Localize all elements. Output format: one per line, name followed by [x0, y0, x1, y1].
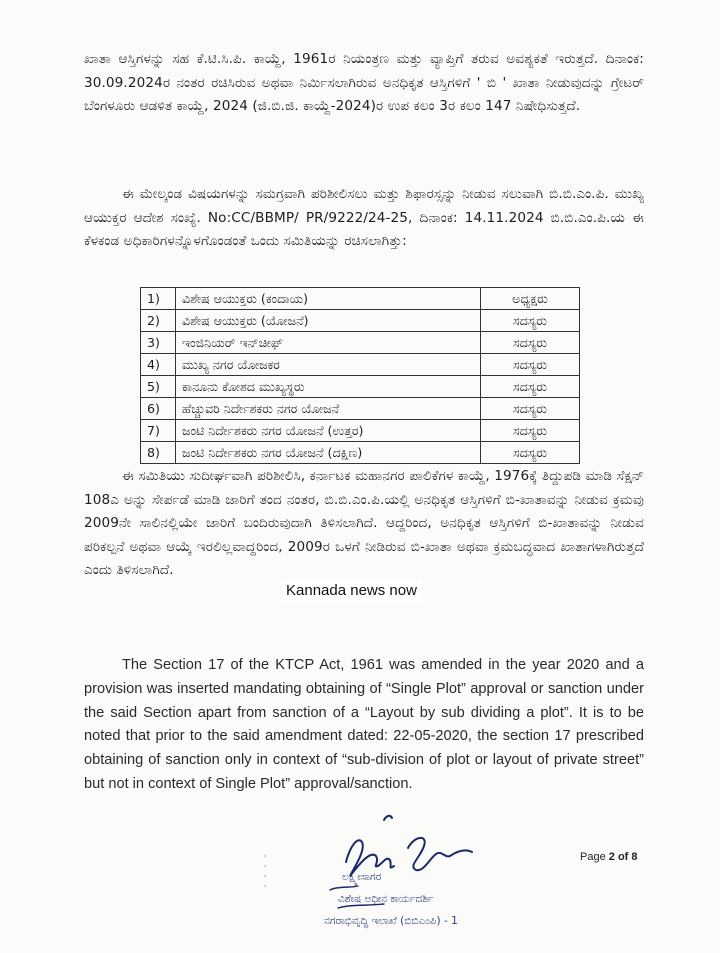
committee-number: 7) [141, 420, 176, 442]
page-current: 2 [608, 851, 615, 863]
committee-table [140, 287, 580, 464]
page-of: of [617, 851, 629, 863]
signature-line-department: ನಗರಾಭಿವೃದ್ಧಿ ಇಲಾಖೆ (ಬಿಬಿಎಂಪಿ) - 1 [324, 915, 458, 927]
paragraph-committee-findings: ಈ ಸಮಿತಿಯು ಸುದೀರ್ಘವಾಗಿ ಪರಿಶೀಲಿಸಿ, ಕರ್ನಾಟಕ ಮಹಾನಗರ ಪಾಲಿಕೆಗಳ ಕಾಯ್ದೆ, 1976ಕ್ಕೆ ತಿದ್ದುಪಡಿ ಮಾಡಿ ಸೆಕ್ಷನ್ 108ಎ ಅನ್ನು ಸೇರ್ಪಡೆ ಮಾಡಿ ಜಾರಿಗೆ ತಂದ ನಂತರ, ಬಿ.ಬಿ.ಎಂ.ಪಿ.ಯಲ್ಲಿ ಅನಧಿಕೃತ ಆಸ್ತಿಗಳಿಗೆ ಬಿ-ಖಾತಾವನ್ನು ನೀಡುವ ಕ್ರಮವು 2009ನೇ ಸಾಲಿನಲ್ಲಿಯೇ ಜಾರಿಗೆ ಬಂದಿರುವುದಾಗಿ ತಿಳಿಸಲಾಗಿದೆ. ಆದ್ದರಿಂದ, ಅನಧಿಕೃತ ಆಸ್ತಿಗಳಿಗೆ ಬಿ-ಖಾತಾವನ್ನು ನೀಡುವ ಪರಿಕಲ್ಪನೆ ಅಥವಾ ಆಯ್ಕೆ ಇರಲಿಲ್ಲವಾದ್ದರಿಂದ, 2009ರ ಒಳಗೆ ನೀಡಿರುವ ಬಿ-ಖಾತಾ ಅಥವಾ ಕ್ರಮಬದ್ಧವಾದ ಖಾತಾಗಳಾಗಿರುತ್ತದೆ ಎಂದು ತಿಳಿಸಲಾಗಿದೆ. [84, 468, 644, 578]
page-total: 8 [631, 851, 638, 863]
committee-role: ಸದಸ್ಯರು [481, 398, 580, 420]
committee-role: ಸದಸ್ಯರು [481, 310, 580, 332]
committee-number: 8) [141, 442, 176, 464]
table-row [141, 442, 580, 464]
signature-stamp [258, 806, 558, 946]
page-number [580, 851, 638, 863]
table-row [141, 332, 580, 354]
table-row [141, 354, 580, 376]
page-label: Page [580, 851, 606, 863]
committee-role: ಸದಸ್ಯರು [481, 420, 580, 442]
committee-member: ಕಾನೂನು ಕೋಶದ ಮುಖ್ಯಸ್ಥರು [176, 376, 481, 398]
table-row [141, 310, 580, 332]
committee-role: ಸದಸ್ಯರು [481, 376, 580, 398]
committee-role: ಸದಸ್ಯರು [481, 442, 580, 464]
committee-number: 1) [141, 288, 176, 310]
table-row [141, 376, 580, 398]
paragraph-committee-order: ಈ ಮೇಲ್ಕಂಡ ವಿಷಯಗಳನ್ನು ಸಮಗ್ರವಾಗಿ ಪರಿಶೀಲಿಸಲು ಮತ್ತು ಶಿಫಾರಸ್ಸನ್ನು ನೀಡುವ ಸಲುವಾಗಿ ಬಿ.ಬಿ.ಎಂ.ಪಿ. ಮುಖ್ಯ ಆಯುಕ್ತರ ಆದೇಶ ಸಂಖ್ಯೆ. No:CC/BBMP/ PR/9222/24-25, ದಿನಾಂಕ: 14.11.2024 ಬಿ.ಬಿ.ಎಂ.ಪಿ.ಯ ಈ ಕೆಳಕಂಡ ಅಧಿಕಾರಿಗಳನ್ನೊಳಗೊಂಡಂತೆ ಒಂದು ಸಮಿತಿಯನ್ನು ರಚಿಸಲಾಗಿತ್ತು: [84, 186, 644, 249]
committee-number: 2) [141, 310, 176, 332]
table-row [141, 288, 580, 310]
committee-role: ಅಧ್ಯಕ್ಷರು [481, 288, 580, 310]
committee-member: ವಿಶೇಷ ಆಯುಕ್ತರು (ಕಂದಾಯ) [176, 288, 481, 310]
committee-role: ಸದಸ್ಯರು [481, 332, 580, 354]
table-row [141, 420, 580, 442]
table-row [141, 398, 580, 420]
committee-member: ಜಂಟಿ ನಿರ್ದೇಶಕರು ನಗರ ಯೋಜನೆ (ದಕ್ಷಿಣ) [176, 442, 481, 464]
committee-member: ಮುಖ್ಯ ನಗರ ಯೋಜಕರ [176, 354, 481, 376]
signature-line-name: ಲಕ್ಷ್ಮೀಸಾಗರ [342, 871, 382, 883]
signature-line-title: ವಿಶೇಷ ಅಧೀನ ಕಾರ್ಯದರ್ಶಿ [338, 893, 434, 905]
committee-number: 3) [141, 332, 176, 354]
committee-role: ಸದಸ್ಯರು [481, 354, 580, 376]
committee-member: ಜಂಟಿ ನಿರ್ದೇಶಕರು ನಗರ ಯೋಜನೆ (ಉತ್ತರ) [176, 420, 481, 442]
committee-number: 4) [141, 354, 176, 376]
committee-number: 5) [141, 376, 176, 398]
committee-number: 6) [141, 398, 176, 420]
paragraph-khata-properties: ಖಾತಾ ಆಸ್ತಿಗಳನ್ನು ಸಹ ಕೆ.ಟಿ.ಸಿ.ಪಿ. ಕಾಯ್ದೆ, 1961ರ ನಿಯಂತ್ರಣ ಮತ್ತು ವ್ಯಾಪ್ತಿಗೆ ತರುವ ಅವಶ್ಯಕತೆ ಇರುತ್ತದೆ. ದಿನಾಂಕ: 30.09.2024ರ ನಂತರ ರಚಿಸಿರುವ ಅಥವಾ ನಿರ್ಮಿಸಲಾಗಿರುವ ಅನಧಿಕೃತ ಆಸ್ತಿಗಳಿಗೆ ' ಬಿ ' ಖಾತಾ ನೀಡುವುದನ್ನು ಗ್ರೇಟರ್ ಬೆಂಗಳೂರು ಆಡಳಿತ ಕಾಯ್ದೆ, 2024 (ಜಿ.ಬಿ.ಜಿ. ಕಾಯ್ದೆ-2024)ರ ಉಪ ಕಲಂ 3ರ ಕಲಂ 147 ನಿಷೇಧಿಸುತ್ತದೆ. [84, 51, 644, 114]
committee-member: ಇಂಜಿನಿಯರ್ ಇನ್‌ಚೀಫ್ [176, 332, 481, 354]
paragraph-section-17: The Section 17 of the KTCP Act, 1961 was amended in the year 2020 and a provision was inserted mandating obtaining of “Single Plot” approval or sanction under the said Section apart from sanction of a “Layout by sub dividing a plot”. It is to be noted that prior to the said amendment dated: 22-05-2020, the section 17 prescribed obtaining of sanction only in context of “sub-division of plot or layout of private street” but not in context of Single Plot” approval/sanction. [84, 657, 644, 792]
committee-member: ಹೆಚ್ಚುವರಿ ನಿರ್ದೇಶಕರು ನಗರ ಯೋಜನೆ [176, 398, 481, 420]
committee-member: ವಿಶೇಷ ಆಯುಕ್ತರು (ಯೋಜನೆ) [176, 310, 481, 332]
watermark-label: Kannada news now [282, 580, 421, 601]
